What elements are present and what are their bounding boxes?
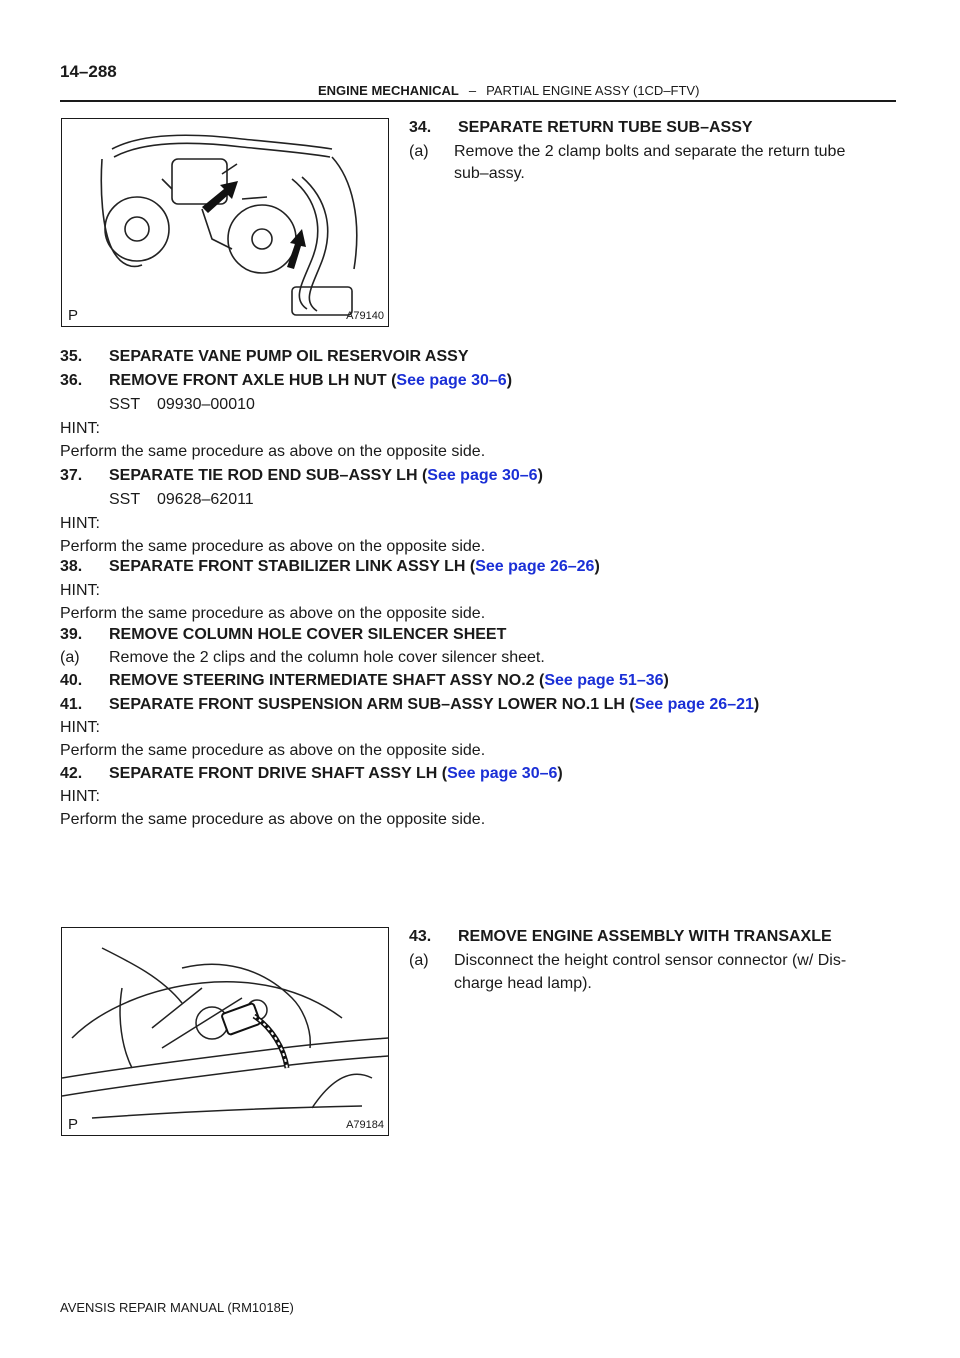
- step-42-hint-label: HINT:: [60, 788, 100, 805]
- step-38-title: 38. SEPARATE FRONT STABILIZER LINK ASSY LH (See page 26–26): [60, 558, 600, 575]
- step-42-title: 42. SEPARATE FRONT DRIVE SHAFT ASSY LH (See page 30–6): [60, 765, 563, 782]
- see-page-26-21-link[interactable]: See page 26–21: [634, 696, 754, 713]
- step-36-sst: SST 09930–00010: [109, 396, 255, 413]
- step-35-title: 35. SEPARATE VANE PUMP OIL RESERVOIR ASSY: [60, 348, 469, 365]
- figure-marker: P: [68, 307, 79, 324]
- step-39-title: 39. REMOVE COLUMN HOLE COVER SILENCER SHEET: [60, 626, 507, 643]
- step-37-hint: Perform the same procedure as above on the opposite side.: [60, 538, 486, 555]
- step-43a-cont: charge head lamp).: [454, 975, 592, 992]
- step-36-hint: Perform the same procedure as above on the opposite side.: [60, 443, 486, 460]
- step-37-sst: SST 09628–62011: [109, 491, 254, 508]
- figure-marker: P: [68, 1116, 79, 1133]
- step-38-hint-label: HINT:: [60, 582, 100, 599]
- step-37-hint-label: HINT:: [60, 515, 100, 532]
- figure-height-control-sensor: [61, 927, 389, 1136]
- header-rule: [60, 100, 896, 102]
- step-36-hint-label: HINT:: [60, 420, 100, 437]
- figure-return-tube: [61, 118, 389, 327]
- step-42-hint: Perform the same procedure as above on the opposite side.: [60, 811, 486, 828]
- step-43a: (a) Disconnect the height control sensor connector (w/ Dis-: [409, 952, 847, 969]
- step-41-hint: Perform the same procedure as above on the opposite side.: [60, 742, 486, 759]
- see-page-51-36-link[interactable]: See page 51–36: [544, 672, 664, 689]
- step-34-title: 34. SEPARATE RETURN TUBE SUB–ASSY: [409, 119, 753, 136]
- height-control-sensor-illustration: [62, 928, 388, 1135]
- page-number: 14–288: [60, 62, 117, 81]
- header-section: ENGINE MECHANICAL: [318, 83, 459, 98]
- see-page-30-6-link[interactable]: See page 30–6: [396, 372, 507, 389]
- step-36-title: 36. REMOVE FRONT AXLE HUB LH NUT (See page 30–6): [60, 372, 513, 389]
- step-37-title: 37. SEPARATE TIE ROD END SUB–ASSY LH (See page 30–6): [60, 467, 543, 484]
- step-34a-cont: sub–assy.: [454, 165, 525, 182]
- header-separator: –: [468, 83, 477, 98]
- see-page-30-6-link[interactable]: See page 30–6: [427, 467, 538, 484]
- step-34a: (a) Remove the 2 clamp bolts and separate the return tube: [409, 143, 846, 160]
- step-41-hint-label: HINT:: [60, 719, 100, 736]
- step-39a: (a) Remove the 2 clips and the column hole cover silencer sheet.: [60, 649, 545, 666]
- step-40-title: 40. REMOVE STEERING INTERMEDIATE SHAFT ASSY NO.2 (See page 51–36): [60, 672, 669, 689]
- running-header: [318, 83, 699, 98]
- header-subsection: PARTIAL ENGINE ASSY (1CD–FTV): [486, 83, 700, 98]
- see-page-26-26-link[interactable]: See page 26–26: [475, 558, 595, 575]
- figure-code: A79184: [346, 1119, 384, 1131]
- see-page-30-6-link[interactable]: See page 30–6: [447, 765, 558, 782]
- step-43-title: 43. REMOVE ENGINE ASSEMBLY WITH TRANSAXLE: [409, 928, 832, 945]
- step-41-title: 41. SEPARATE FRONT SUSPENSION ARM SUB–ASSY LOWER NO.1 LH (See page 26–21): [60, 696, 760, 713]
- step-38-hint: Perform the same procedure as above on the opposite side.: [60, 605, 486, 622]
- engine-return-tube-illustration: [62, 119, 388, 326]
- footer-manual-id: AVENSIS REPAIR MANUAL (RM1018E): [60, 1300, 294, 1315]
- figure-code: A79140: [346, 310, 384, 322]
